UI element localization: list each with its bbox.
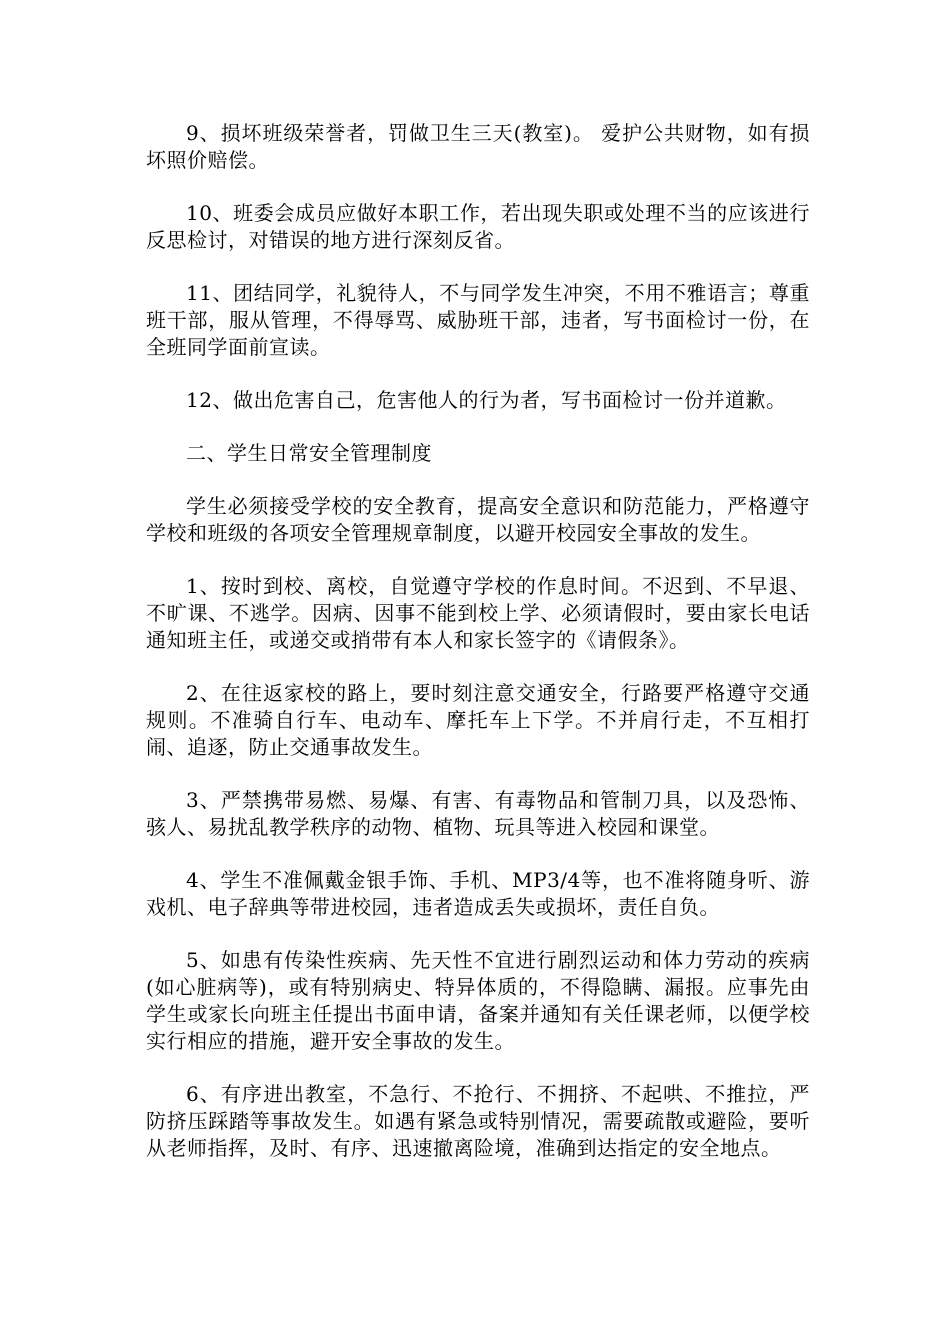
- paragraph-safety-1: 1、按时到校、离校，自觉遵守学校的作息时间。不迟到、不早退、不旷课、不逃学。因病、因事不能到校上学、必须请假时，要由家长电话通知班主任，或递交或捎带有本人和家长签字的《请假条》。: [146, 574, 810, 652]
- document-page: [146, 120, 810, 1188]
- paragraph-safety-3: 3、严禁携带易燃、易爆、有害、有毒物品和管制刀具，以及恐怖、骇人、易扰乱教学秩序的动物、植物、玩具等进入校园和课堂。: [146, 788, 810, 839]
- paragraph-safety-5: 5、如患有传染性疾病、先天性不宜进行剧烈运动和体力劳动的疾病(如心脏病等)，或有特别病史、特异体质的，不得隐瞒、漏报。应事先由学生或家长向班主任提出书面申请，备案并通知有关任课老师，以便学校实行相应的措施，避开安全事故的发生。: [146, 948, 810, 1053]
- paragraph-rule-9: 9、损坏班级荣誉者，罚做卫生三天(教室)。 爱护公共财物，如有损坏照价赔偿。: [146, 121, 810, 172]
- paragraph-safety-intro: 学生必须接受学校的安全教育，提高安全意识和防范能力，严格遵守学校和班级的各项安全管理规章制度，以避开校园安全事故的发生。: [146, 494, 810, 545]
- paragraph-rule-11: 11、团结同学，礼貌待人，不与同学发生冲突，不用不雅语言；尊重班干部，服从管理，不得辱骂、威胁班干部，违者，写书面检讨一份，在全班同学面前宣读。: [146, 281, 810, 359]
- paragraph-safety-2: 2、在往返家校的路上，要时刻注意交通安全，行路要严格遵守交通规则。不准骑自行车、电动车、摩托车上下学。不并肩行走，不互相打闹、追逐，防止交通事故发生。: [146, 681, 810, 759]
- paragraph-rule-12: 12、做出危害自己，危害他人的行为者，写书面检讨一份并道歉。: [186, 388, 787, 412]
- paragraph-rule-10: 10、班委会成员应做好本职工作，若出现失职或处理不当的应该进行反思检讨，对错误的地方进行深刻反省。: [146, 201, 810, 252]
- paragraph-safety-4: 4、学生不准佩戴金银手饰、手机、MP3/4等，也不准将随身听、游戏机、电子辞典等带进校园，违者造成丢失或损坏，责任自负。: [146, 868, 810, 919]
- section-heading: 二、学生日常安全管理制度: [186, 441, 432, 465]
- paragraph-safety-6: 6、有序进出教室，不急行、不抢行、不拥挤、不起哄、不推拉，严防挤压踩踏等事故发生。如遇有紧急或特别情况，需要疏散或避险，要听从老师指挥，及时、有序、迅速撤离险境，准确到达指定的安全地点。: [146, 1082, 810, 1160]
